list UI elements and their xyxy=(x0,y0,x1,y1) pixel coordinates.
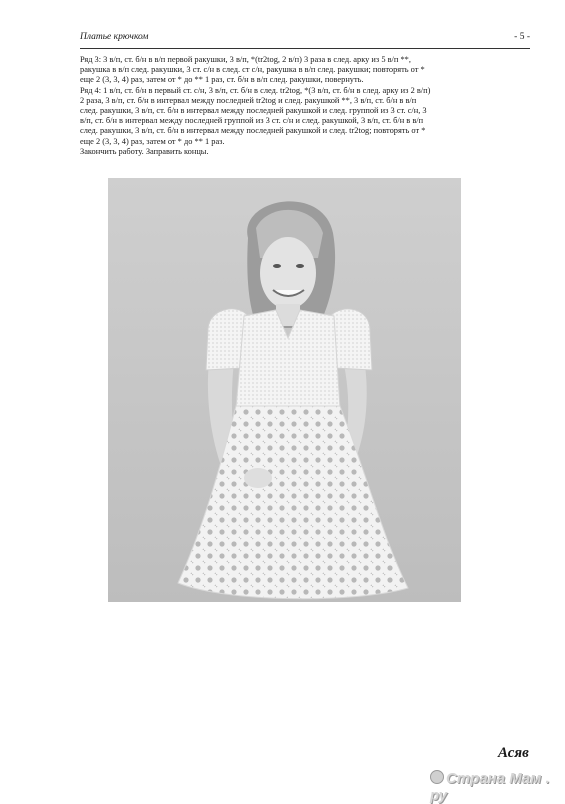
dress-photo-illustration xyxy=(108,178,461,602)
watermark-text: Страна Мам . ру xyxy=(430,770,550,804)
text-line: в/п, ст. б/н в интервал между последней группой из 3 ст. с/н и след. ракушкой, 3 в/п, ст. б/н в в/п xyxy=(80,116,424,126)
text-line: еще 2 (3, 3, 4) раз, затем от * до ** 1 раз. xyxy=(80,136,225,146)
text-line: ракушка в в/п след. ракушки, 3 ст. с/н в след. ст с/н, ракушка в в/п след. ракушки; повторять от * xyxy=(80,65,425,75)
text-line: след. ракушки, 3 в/п, ст. б/н в интервал между последней ракушкой и след. группой из 3 ст. с/н, 3 xyxy=(80,106,427,116)
text-line: Ряд 4: 1 в/п, ст. б/н в первый ст. с/н, 3 в/п, ст. б/н в след. tr2tog, *(3 в/п, ст. б/н в след. арку из 2 в/п) xyxy=(80,85,431,95)
page-header xyxy=(80,32,530,49)
text-line: Закончить работу. Заправить концы. xyxy=(80,146,209,156)
author-signature: Асяв xyxy=(498,745,529,761)
text-line: еще 2 (3, 3, 4) раз, затем от * до ** 1 раз, ст. б/н в в/п след. ракушки, повернуть. xyxy=(80,75,364,85)
text-line: 2 раза, 3 в/п, ст. б/н в интервал между последней tr2tog и след. ракушкой **, 3 в/п, ст. б/н в в/п xyxy=(80,95,417,105)
header-title: Платье крючком xyxy=(80,32,149,42)
pattern-instructions xyxy=(80,55,530,157)
page-number: - 5 - xyxy=(514,32,530,42)
text-line: Ряд 3: 3 в/п, ст. б/н в в/п первой ракушки, 3 в/п, *(tr2tog, 2 в/п) 3 раза в след. арку из 5 в/п **, xyxy=(80,55,411,64)
site-watermark xyxy=(430,770,565,804)
watermark-logo-icon xyxy=(430,770,444,784)
dress-photo xyxy=(108,178,461,602)
text-line: след. ракушки, 3 в/п, ст. б/н в интервал между последней ракушкой и след. tr2tog; повторять от * xyxy=(80,126,426,136)
